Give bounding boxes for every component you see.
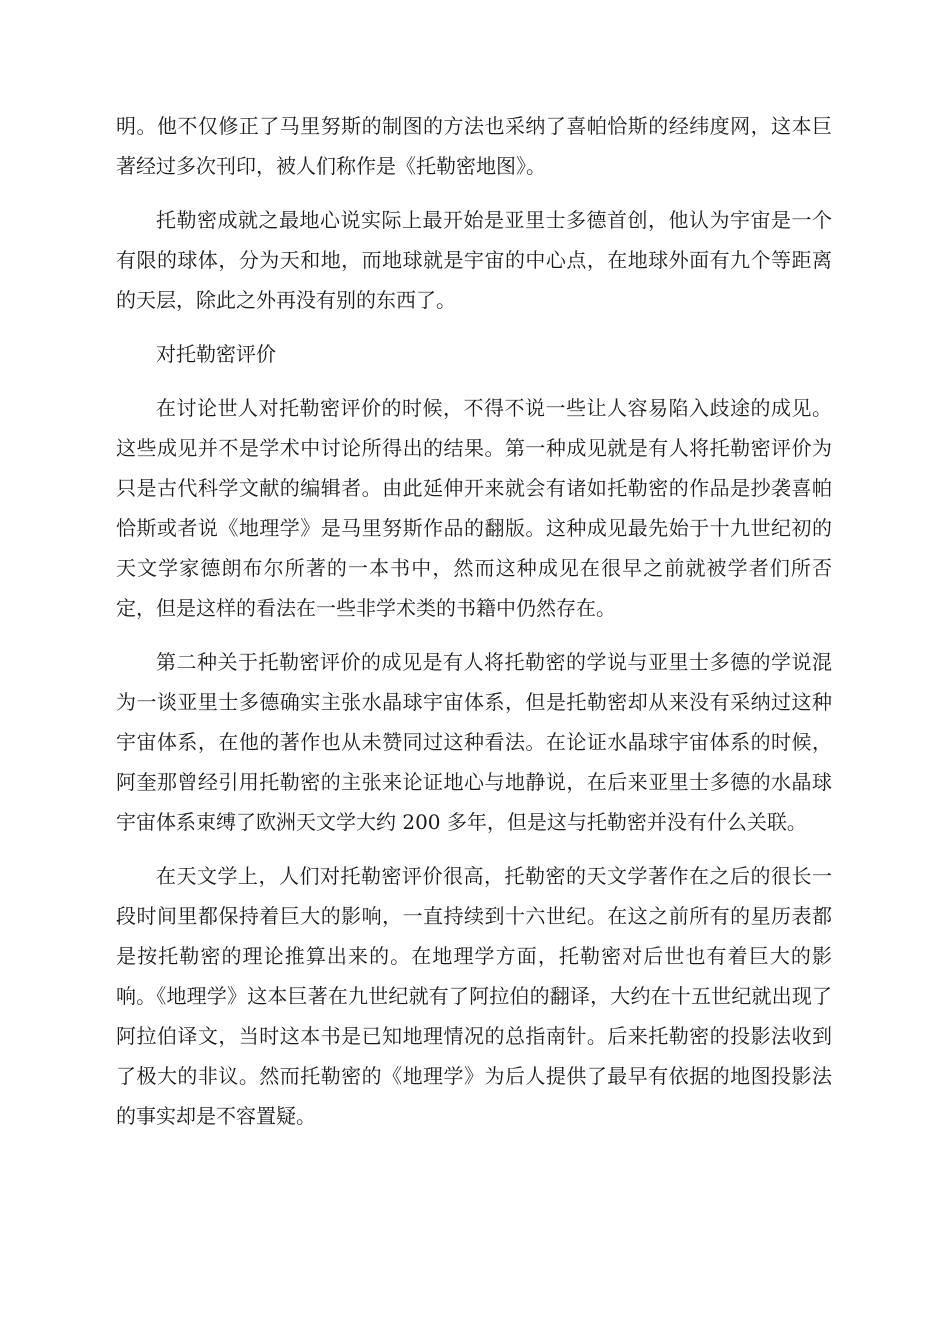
paragraph-continuation: 明。他不仅修正了马里努斯的制图的方法也采纳了喜帕恰斯的经纬度网，这本巨著经过多次刊印，被人们称作是《托勒密地图》。 [116, 114, 832, 178]
section-heading: 对托勒密评价 [156, 342, 276, 366]
paragraph-geocentric-theory: 托勒密成就之最地心说实际上最开始是亚里士多德首创，他认为宇宙是一个有限的球体，分为天和地，而地球就是宇宙的中心点，在地球外面有九个等距离的天层，除此之外再没有别的东西了。 [116, 208, 832, 312]
paragraph-second-prejudice: 第二种关于托勒密评价的成见是有人将托勒密的学说与亚里士多德的学说混为一谈亚里士多德确实主张水晶球宇宙体系，但是托勒密却从来没有采纳过这种宇宙体系，在他的著作也从未赞同过这种看法。在论证水晶球宇宙体系的时候，阿奎那曾经引用托勒密的主张来论证地心与地静说，在后来亚里士多德的水晶球宇宙体系束缚了欧洲天文学大约 200 多年，但是这与托勒密并没有什么关联。 [116, 650, 832, 834]
paragraph-influence: 在天文学上，人们对托勒密评价很高，托勒密的天文学著作在之后的很长一段时间里都保持着巨大的影响，一直持续到十六世纪。在这之前所有的星历表都是按托勒密的理论推算出来的。在地理学方面，托勒密对后世也有着巨大的影响。《地理学》这本巨著在九世纪就有了阿拉伯的翻译，大约在十五世纪就出现了阿拉伯译文，当时这本书是已知地理情况的总指南针。后来托勒密的投影法收到了极大的非议。然而托勒密的《地理学》为后人提供了最早有依据的地图投影法的事实却是不容置疑。 [116, 864, 832, 1128]
paragraph-first-prejudice: 在讨论世人对托勒密评价的时候，不得不说一些让人容易陷入歧途的成见。这些成见并不是学术中讨论所得出的结果。第一种成见就是有人将托勒密评价为只是古代科学文献的编辑者。由此延伸开来就会有诸如托勒密的作品是抄袭喜帕恰斯或者说《地理学》是马里努斯作品的翻版。这种成见最先始于十九世纪初的天文学家德朗布尔所著的一本书中，然而这种成见在很早之前就被学者们所否定，但是这样的看法在一些非学术类的书籍中仍然存在。 [116, 396, 832, 620]
document-page [116, 106, 832, 1150]
